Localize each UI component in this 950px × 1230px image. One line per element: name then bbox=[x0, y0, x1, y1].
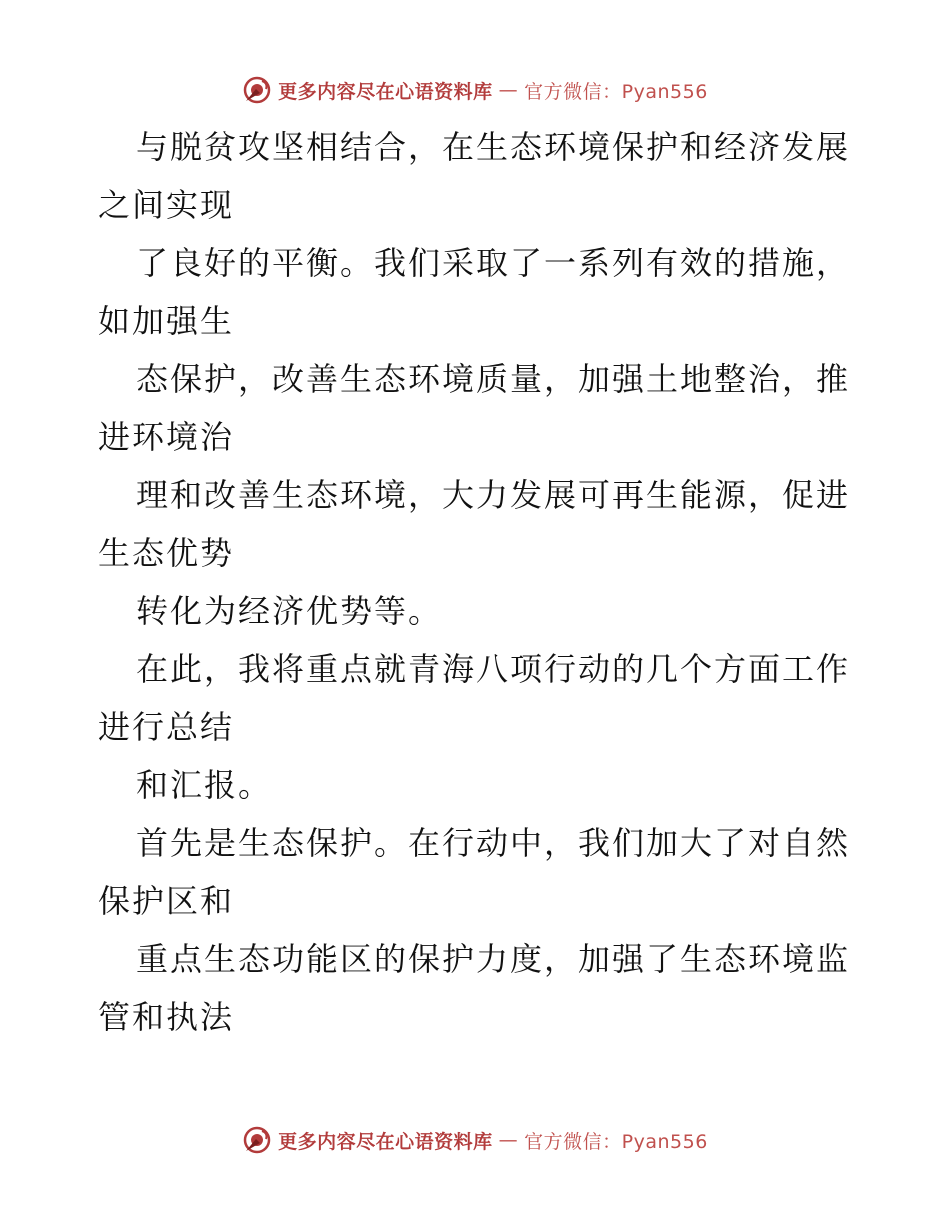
paragraph-line: 管和执法 bbox=[98, 998, 235, 1036]
header-watermark bbox=[0, 70, 950, 110]
paragraph-line: 生态优势 bbox=[98, 534, 235, 572]
paragraph-line: 理和改善生态环境，大力发展可再生能源，促进 bbox=[136, 476, 851, 514]
paragraph-line: 如加强生 bbox=[98, 302, 235, 340]
pen-circle-icon bbox=[242, 1125, 272, 1155]
paragraph-line: 与脱贫攻坚相结合，在生态环境保护和经济发展 bbox=[136, 128, 851, 166]
footer-watermark bbox=[0, 1120, 950, 1160]
watermark-dash: — bbox=[498, 1129, 519, 1151]
paragraph-line: 和汇报。 bbox=[136, 766, 273, 804]
paragraph-line: 了良好的平衡。我们采取了一系列有效的措施， bbox=[136, 244, 851, 282]
watermark-dash: — bbox=[498, 79, 519, 101]
document-body bbox=[98, 118, 858, 1046]
paragraph-line: 保护区和 bbox=[98, 882, 235, 920]
paragraph-line: 之间实现 bbox=[98, 186, 235, 224]
paragraph-line: 在此，我将重点就青海八项行动的几个方面工作 bbox=[136, 650, 851, 688]
paragraph-line: 进行总结 bbox=[98, 708, 235, 746]
watermark-main-text: 更多内容尽在心语资料库 bbox=[278, 1130, 493, 1153]
paragraph-line: 转化为经济优势等。 bbox=[136, 592, 443, 630]
paragraph-line: 重点生态功能区的保护力度，加强了生态环境监 bbox=[136, 940, 851, 978]
pen-circle-icon bbox=[242, 75, 272, 105]
paragraph-line: 态保护，改善生态环境质量，加强土地整治，推 bbox=[136, 360, 851, 398]
paragraph-line: 首先是生态保护。在行动中，我们加大了对自然 bbox=[136, 824, 851, 862]
watermark-sub-text: 官方微信：Pyan556 bbox=[524, 80, 708, 103]
watermark-sub-text: 官方微信：Pyan556 bbox=[524, 1130, 708, 1153]
paragraph-line: 进环境治 bbox=[98, 418, 235, 456]
watermark-main-text: 更多内容尽在心语资料库 bbox=[278, 80, 493, 103]
